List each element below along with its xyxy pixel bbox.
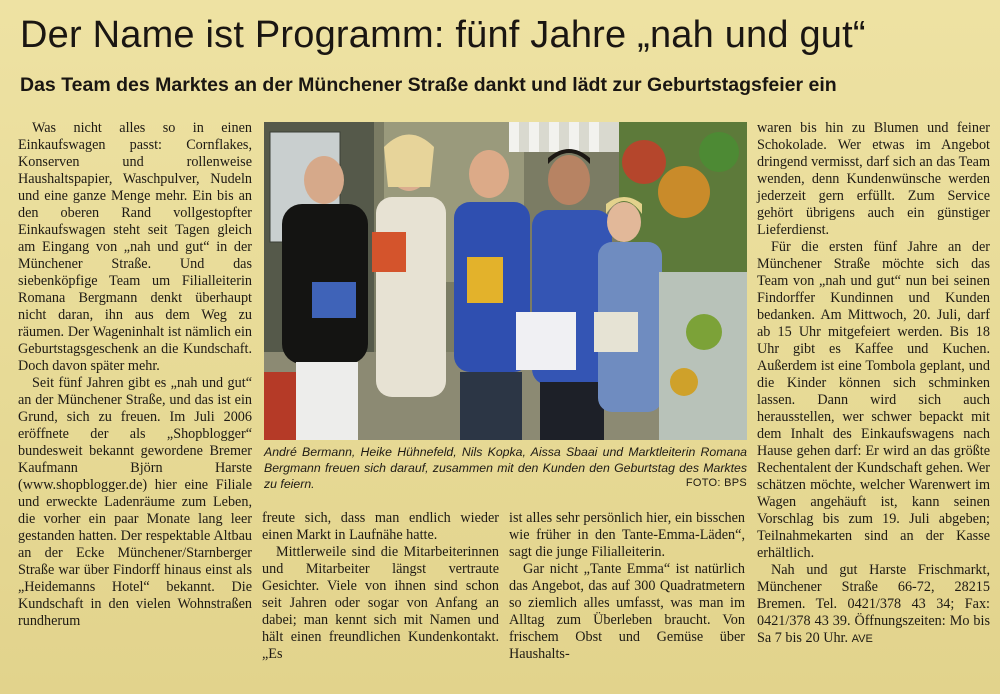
paragraph: freute sich, dass man endlich wieder einen Markt in Laufnähe hatte.: [262, 510, 499, 543]
photo-credit: FOTO: BPS: [685, 477, 747, 489]
paragraph: waren bis hin zu Blumen und feiner Schokolade. Wer etwas im Angebot dringend vermisst, darf sich an das Team wenden, denn Kundenwünsche werden jederzeit gern erfüllt. Zum Service gehört übrigens auch ein günstiger Lieferdienst.: [757, 120, 990, 238]
paragraph: Mittlerweile sind die Mitarbeiterinnen und Mitarbeiter längst vertraute Gesichter. Viele von ihnen sind schon seit Jahren oder sogar von Anfang an dabei; man kennt sich mit Namen und hält einen freundlichen Kundenkontakt. „Es: [262, 544, 499, 662]
text-column-4: [757, 120, 990, 648]
contact-info: Nah und gut Harste Frischmarkt, Münchener Straße 66-72, 28215 Bremen. Tel. 0421/378 43 34; Fax: 0421/378 43 39. Öffnungszeiten: Mo bis Sa 7 bis 20 Uhr.: [757, 562, 990, 646]
paragraph: Gar nicht „Tante Emma“ ist natürlich das Angebot, das auf 300 Quadratmetern so ziemlich alles umfasst, was man im Alltag zum Überleben braucht. Von frischem Obst und Gemüse über Haushalts-: [509, 561, 745, 662]
photo-caption: André Bermann, Heike Hühnefeld, Nils Kopka, Aissa Sbaai und Marktleiterin Romana Bergmann freuen sich darauf, zusammen mit den Kunden den Geburtstag des Marktes zu feiern.: [264, 445, 747, 491]
author-signature: AVE: [851, 633, 873, 645]
team-photo-illustration: [264, 122, 747, 440]
paragraph: Für die ersten fünf Jahre an der Münchener Straße möchte sich das Team von „nah und gut“ nun bei seinen Findorffer Kundinnen und Kunden bedanken. Am Mittwoch, 20. Juli, darf ab 15 Uhr mitgefeiert werden. Bis 18 Uhr gibt es Kaffee und Kuchen. Außerdem ist eine Tombola geplant, und die Kinder können sich schminken lassen. Dann wird sich auch herausstellen, wer schwer bepackt mit dem Inhalt des Einkaufswagens nach Hause gehen darf: Er wird an das größte Rechentalent der Kundschaft gehen. Wer schätzen möchte, welcher Warenwert im Wagen angehäuft ist, kann seinen Vorschlag bis zum 19. Juli abgeben; Teilnahmekarten sind an der Kasse erhältlich.: [757, 239, 990, 561]
paragraph: Seit fünf Jahren gibt es „nah und gut“ an der Münchener Straße, und das ist ein Grund, sich zu freuen. Im Juli 2006 eröffnete der als „Shopblogger“ bundesweit bekannt gewordene Bremer Kaufmann Björn Harste (www.shopblogger.de) hier eine Filiale und erweckte Ladenräume zum Leben, die vorher ein paar Monate lang leer gestanden hatten. Der respektable Altbau an der Ecke Münchener/Starnberger Straße war über Findorff hinaus einst als „Heidemanns Hotel“ bekannt. Die Kundschaft in den vielen Wohnstraßen rundherum: [18, 375, 252, 629]
text-column-1: [18, 120, 252, 630]
text-column-2: [262, 510, 499, 663]
text-column-3: [509, 510, 745, 663]
article-subheadline: Das Team des Marktes an der Münchener Straße dankt und lädt zur Geburtstagsfeier ein: [20, 74, 837, 96]
article-headline: Der Name ist Programm: fünf Jahre „nah und gut“: [20, 14, 866, 56]
paragraph: Was nicht alles so in einen Einkaufswagen passt: Cornflakes, Konserven und rollenweise Haushaltspapier, Waschpulver, Nudeln und eine ganze Menge mehr. Ein bis an den oberen Rand vollgestopfter Einkaufswagen steht seit Tagen gleich am Eingang von „nah und gut“ in der Münchener Straße. Und das siebenköpfige Team um Filialleiterin Romana Bergmann denkt überhaupt nicht daran, ihn aus dem Weg zu räumen. Der Wageninhalt ist nämlich ein Geburtstagsgeschenk an die Kundschaft. Doch davon später mehr.: [18, 120, 252, 374]
paragraph: ist alles sehr persönlich hier, ein bisschen wie früher in den Tante-Emma-Läden“, sagt die junge Filialleiterin.: [509, 510, 745, 560]
paragraph: [757, 562, 990, 648]
team-photo: [264, 122, 747, 440]
